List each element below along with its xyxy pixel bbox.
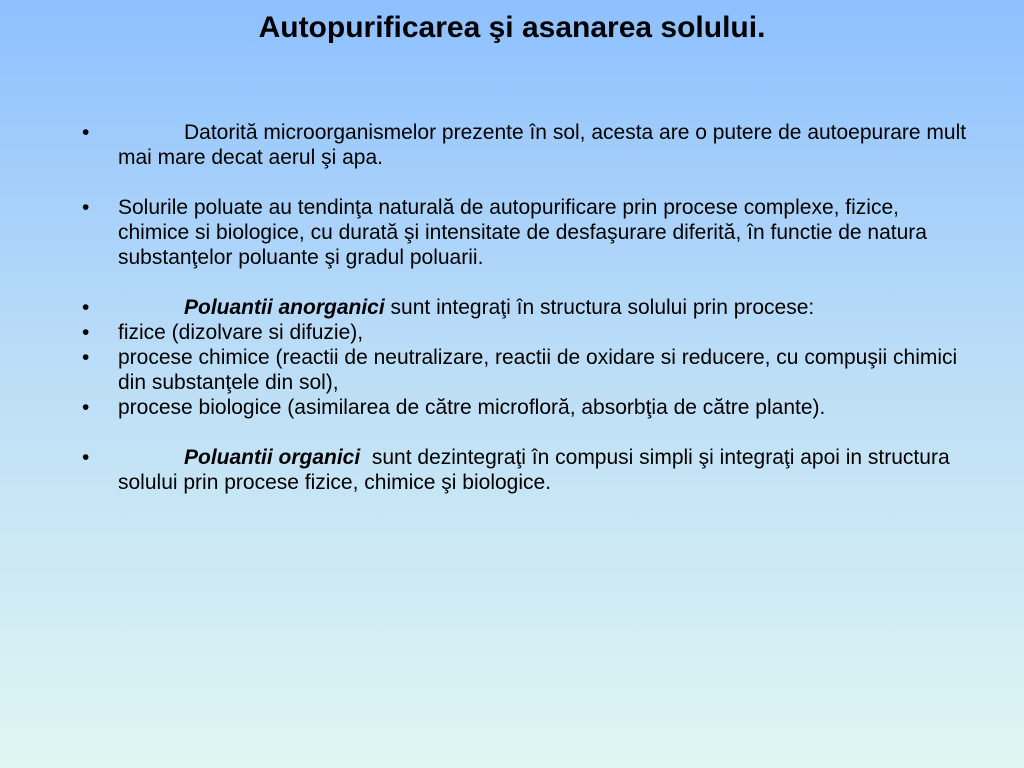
bullet-text: sunt dezintegraţi în compusi simpli şi integraţi apoi in structura solului prin procese fizice, chimice şi biologice.	[118, 446, 956, 494]
bullet-text: Datorită microorganismelor prezente în sol, acesta are o putere de autoepurare mult mai mare decat aerul şi apa.	[118, 121, 967, 169]
bullet-marker: •	[82, 346, 90, 369]
bullet-text: fizice (dizolvare si difuzie),	[118, 321, 364, 344]
bullet-item	[82, 295, 972, 320]
bullet-item	[82, 195, 972, 270]
bullet-item	[82, 345, 972, 395]
bullet-text: sunt integraţi în structura solului prin procese:	[384, 296, 815, 319]
bullet-marker: •	[82, 196, 90, 219]
bullet-text: procese chimice (reactii de neutralizare, reactii de oxidare si reducere, cu compuşii chimici din substanţele din sol),	[118, 346, 958, 394]
emphasis-text: Poluantii organici	[184, 446, 361, 469]
bullet-list	[82, 120, 972, 495]
bullet-marker: •	[82, 121, 90, 144]
bullet-marker: •	[82, 296, 90, 319]
bullet-marker: •	[82, 446, 90, 469]
bullet-item	[82, 445, 972, 495]
bullet-item	[82, 395, 972, 420]
bullet-marker: •	[82, 396, 90, 419]
bullet-item	[82, 120, 972, 170]
bullet-item	[82, 320, 972, 345]
bullet-marker: •	[82, 321, 90, 344]
bullet-text: Solurile poluate au tendinţa naturală de autopurificare prin procese complexe, fizice, chimice si biologice, cu durată şi intensitate de desfaşurare diferită, în functie de natura substanţelor poluante şi gradul poluarii.	[118, 196, 927, 269]
slide-title: Autopurificarea şi asanarea solului.	[258, 11, 766, 44]
bullet-text: procese biologice (asimilarea de către microfloră, absorbţia de către plante).	[118, 396, 826, 419]
emphasis-text: Poluantii anorganici	[184, 296, 385, 319]
